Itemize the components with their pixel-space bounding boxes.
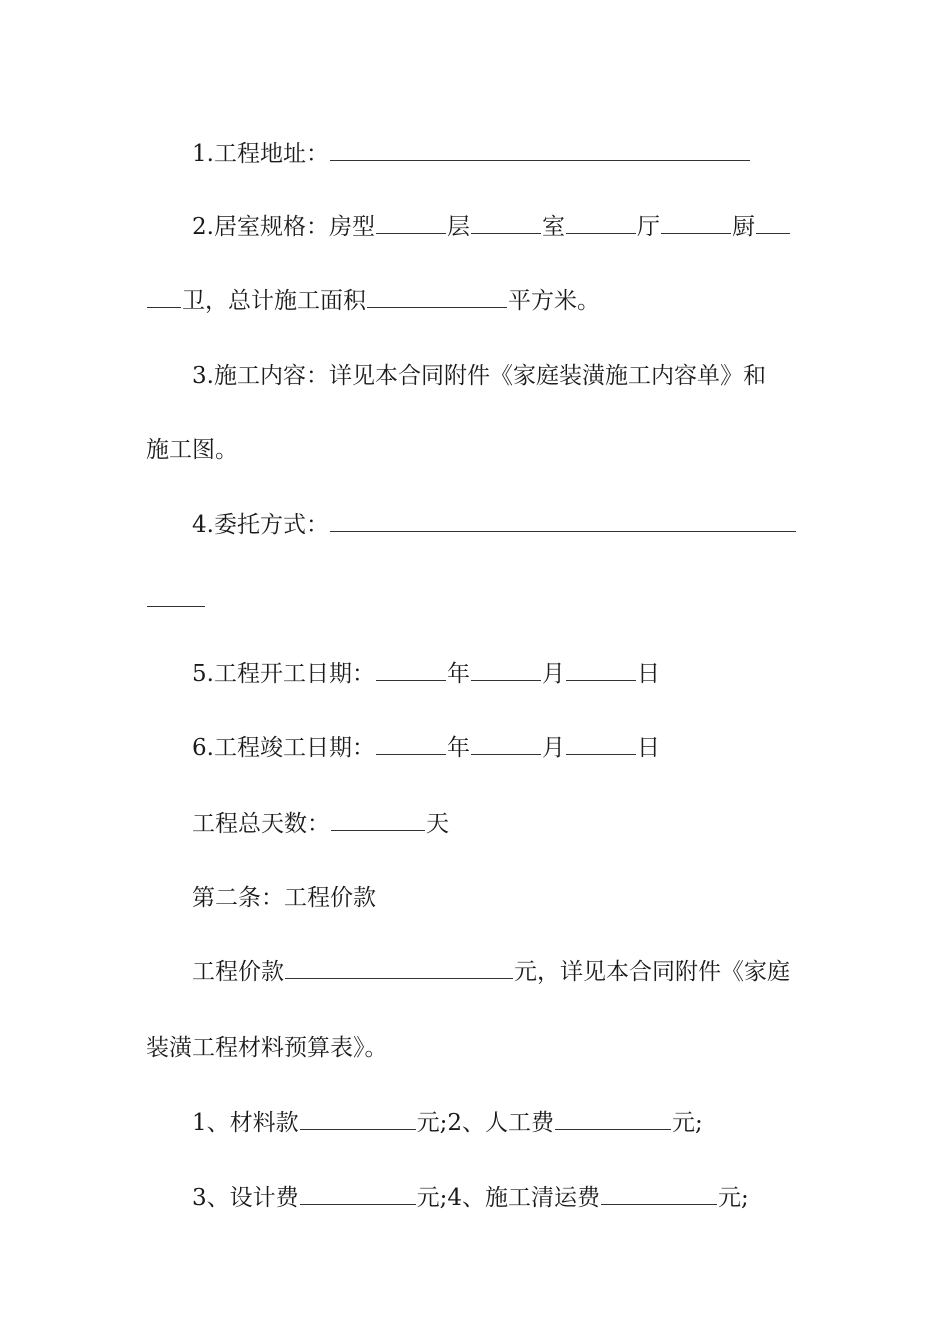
project-price-line [192,952,790,992]
start-year-unit: 年 [446,661,470,687]
project-price-line-2 [146,1028,388,1068]
total-days-unit: 天 [426,811,449,837]
kitchen-unit: 厨 [731,214,755,240]
total-days-blank[interactable] [331,804,425,831]
construction-content-text-2: 施工图。 [146,437,238,463]
article-2-heading [192,878,376,918]
completion-month-unit: 月 [541,735,565,761]
room-blank[interactable] [471,207,541,234]
design-fee-blank[interactable] [300,1178,416,1205]
area-unit: 平方米。 [508,288,600,314]
construction-content-text: 3.施工内容：详见本合同附件《家庭装潢施工内容单》和 [192,363,766,389]
construction-content-line-2 [146,430,238,470]
hall-blank[interactable] [566,207,636,234]
room-spec-line-2 [146,281,600,321]
commission-method-label: 4.委托方式： [192,512,329,538]
fees-line-2 [192,1178,749,1218]
cleanup-fee-label: 元;4、施工清运费 [416,1185,601,1211]
labor-fee-unit: 元; [672,1110,703,1136]
room-spec-line [192,207,791,247]
project-address-line [192,134,751,174]
completion-year-unit: 年 [446,735,470,761]
completion-day-blank[interactable] [566,728,636,755]
bathroom-area-label: 卫，总计施工面积 [182,288,366,314]
floor-unit: 层 [446,214,470,240]
material-fee-label: 1、材料款 [192,1110,299,1136]
project-price-blank[interactable] [285,952,513,979]
labor-fee-blank[interactable] [555,1103,671,1130]
completion-date-line [192,728,660,768]
commission-method-blank[interactable] [330,505,796,532]
completion-day-unit: 日 [636,735,660,761]
kitchen-blank[interactable] [661,207,731,234]
cleanup-fee-unit: 元; [718,1185,749,1211]
room-spec-label: 2.居室规格：房型 [192,214,375,240]
construction-content-line [192,356,766,396]
bathroom-blank-a[interactable] [756,207,790,234]
total-days-label: 工程总天数： [192,811,330,837]
hall-unit: 厅 [636,214,660,240]
project-price-text-2: 装潢工程材料预算表》。 [146,1035,388,1061]
start-month-unit: 月 [541,661,565,687]
commission-method-line-2 [146,580,206,620]
completion-year-blank[interactable] [376,728,446,755]
total-area-blank[interactable] [367,281,507,308]
commission-method-line [192,505,797,545]
fees-line-1 [192,1103,703,1143]
floor-blank[interactable] [376,207,446,234]
project-price-label: 工程价款 [192,959,284,985]
cleanup-fee-blank[interactable] [601,1178,717,1205]
start-day-unit: 日 [636,661,660,687]
room-unit: 室 [541,214,565,240]
completion-month-blank[interactable] [471,728,541,755]
start-month-blank[interactable] [471,654,541,681]
start-date-line [192,654,660,694]
start-date-label: 5.工程开工日期： [192,661,375,687]
total-days-line [192,804,449,844]
commission-method-blank-2[interactable] [147,580,205,607]
article-2-title: 第二条：工程价款 [192,885,376,911]
labor-fee-label: 元;2、人工费 [416,1110,555,1136]
completion-date-label: 6.工程竣工日期： [192,735,375,761]
bathroom-blank-b[interactable] [147,281,181,308]
material-fee-blank[interactable] [300,1103,416,1130]
project-address-blank[interactable] [330,134,750,161]
start-day-blank[interactable] [566,654,636,681]
design-fee-label: 3、设计费 [192,1185,299,1211]
project-price-text: 元，详见本合同附件《家庭 [514,959,790,985]
start-year-blank[interactable] [376,654,446,681]
project-address-label: 1.工程地址： [192,141,329,167]
